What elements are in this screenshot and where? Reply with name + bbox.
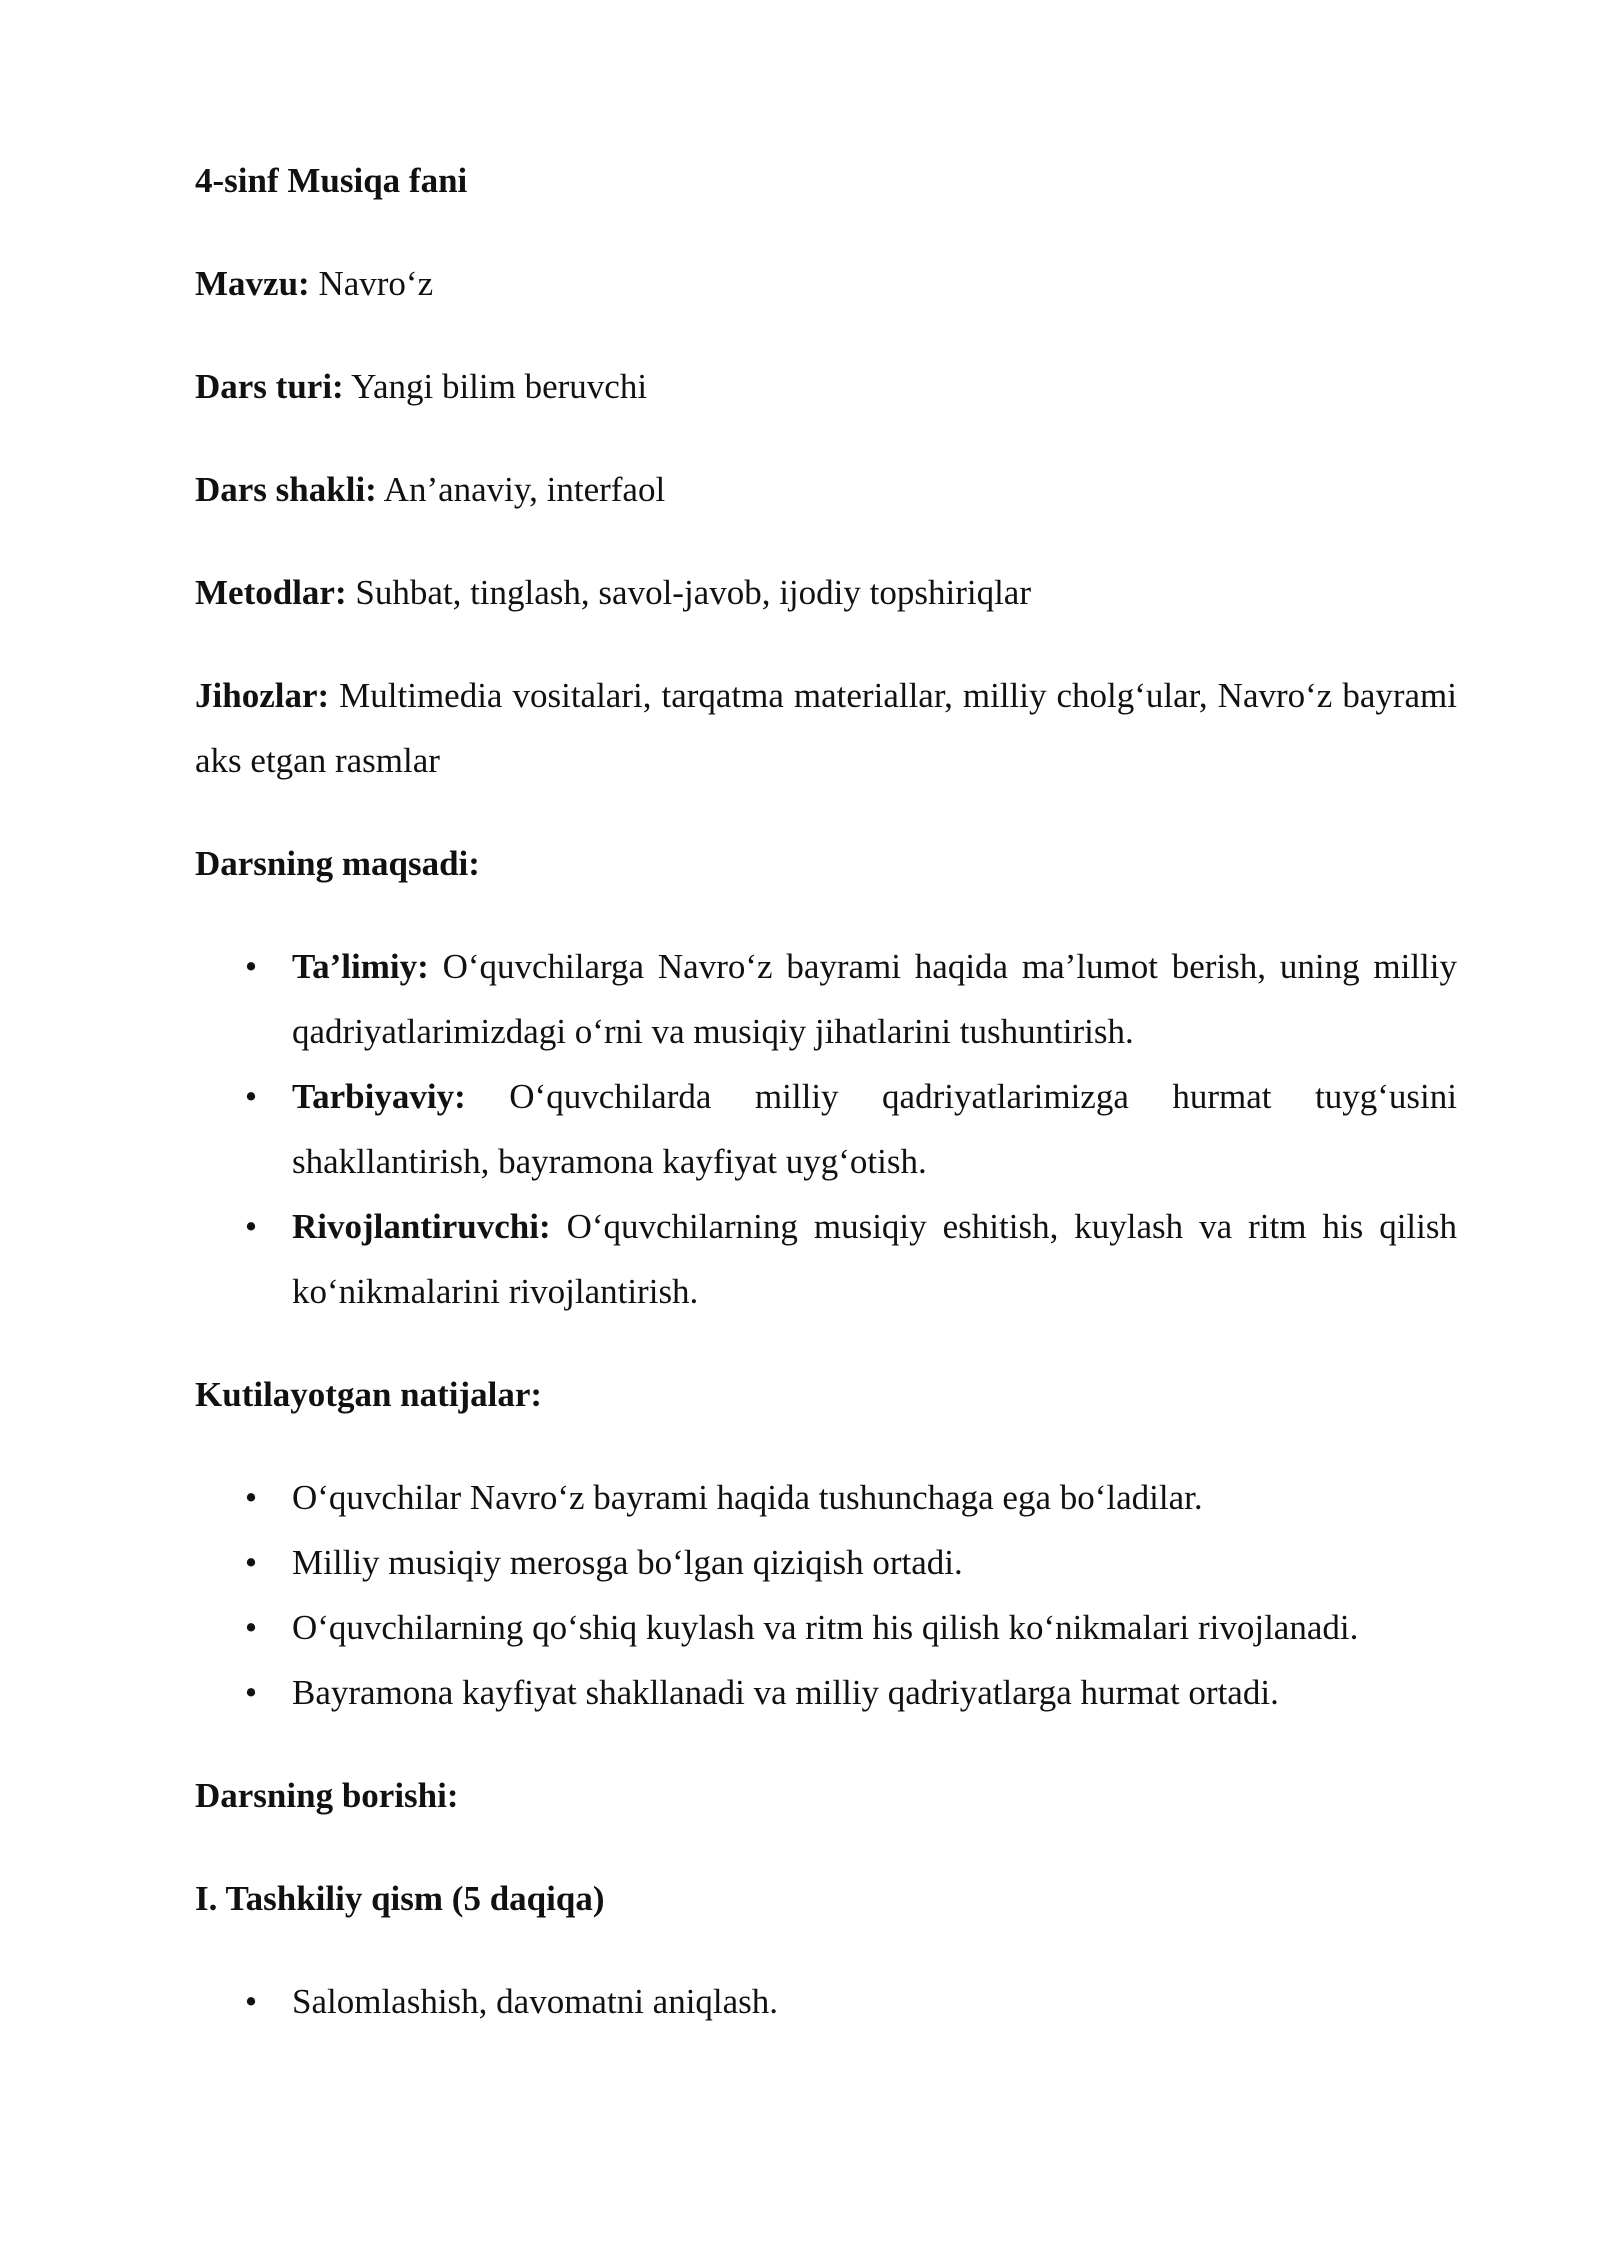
goal-text: O‘quvchilarning musiqiy eshitish, kuylash va ritm his qilish ko‘nikmalarini rivojlantirish. [292, 1207, 1458, 1311]
field-topic-label: Mavzu: [195, 264, 310, 303]
field-lesson-type-label: Dars turi: [195, 367, 344, 406]
goal-text: O‘quvchilarga Navro‘z bayrami haqida ma’lumot berish, uning milliy qadriyatlarimizdagi o‘rni va musiqiy jihatlarini tushuntirish. [292, 947, 1457, 1051]
section-item [195, 1969, 1457, 2034]
goal-label: Rivojlantiruvchi: [292, 1207, 551, 1246]
field-lesson-form-value: An’anaviy, interfaol [383, 470, 666, 509]
bullet-icon [241, 1595, 261, 1660]
goal-item-upbringing [195, 1064, 1457, 1194]
document-page [195, 148, 1457, 2072]
bullet-icon [241, 1530, 261, 1595]
bullet-icon [241, 934, 261, 999]
bullet-icon [241, 1064, 261, 1129]
goal-text: O‘quvchilarda milliy qadriyatlarimizga hurmat tuyg‘usini shakllantirish, bayramona kayfiyat uyg‘otish. [292, 1077, 1457, 1181]
field-lesson-form [195, 457, 1457, 522]
section-item-text: Salomlashish, davomatni aniqlash. [292, 1982, 779, 2021]
document-title: 4-sinf Musiqa fani [195, 161, 468, 200]
result-item [195, 1530, 1457, 1595]
result-item [195, 1465, 1457, 1530]
results-list [195, 1465, 1457, 1725]
result-text: O‘quvchilarning qo‘shiq kuylash va ritm his qilish ko‘nikmalari rivojlanadi. [292, 1608, 1359, 1647]
field-lesson-type [195, 354, 1457, 419]
goals-heading: Darsning maqsadi: [195, 844, 480, 883]
goal-item-educational [195, 934, 1457, 1064]
result-text: Bayramona kayfiyat shakllanadi va milliy qadriyatlarga hurmat ortadi. [292, 1673, 1279, 1712]
field-methods-label: Metodlar: [195, 573, 347, 612]
field-lesson-type-value: Yangi bilim beruvchi [351, 367, 648, 406]
result-text: Milliy musiqiy merosga bo‘lgan qiziqish ortadi. [292, 1543, 963, 1582]
process-heading: Darsning borishi: [195, 1776, 459, 1815]
result-item [195, 1595, 1457, 1660]
goal-label: Ta’limiy: [292, 947, 429, 986]
bullet-icon [241, 1969, 261, 2034]
field-equipment-value: Multimedia vositalari, tarqatma materiallar, milliy cholg‘ular, Navro‘z bayrami aks etgan rasmlar [195, 676, 1458, 780]
result-text: O‘quvchilar Navro‘z bayrami haqida tushunchaga ega bo‘ladilar. [292, 1478, 1203, 1517]
field-equipment-label: Jihozlar: [195, 676, 330, 715]
field-topic [195, 251, 1457, 316]
field-lesson-form-label: Dars shakli: [195, 470, 377, 509]
field-equipment [195, 663, 1457, 793]
goal-label: Tarbiyaviy: [292, 1077, 466, 1116]
bullet-icon [241, 1465, 261, 1530]
results-heading: Kutilayotgan natijalar: [195, 1375, 543, 1414]
bullet-icon [241, 1194, 261, 1259]
bullet-icon [241, 1660, 261, 1725]
field-methods [195, 560, 1457, 625]
section-organizational-heading: I. Tashkiliy qism (5 daqiqa) [195, 1879, 605, 1918]
field-methods-value: Suhbat, tinglash, savol-javob, ijodiy topshiriqlar [355, 573, 1031, 612]
section-organizational-list [195, 1969, 1457, 2034]
goals-list [195, 934, 1457, 1324]
field-topic-value: Navro‘z [318, 264, 434, 303]
result-item [195, 1660, 1457, 1725]
goal-item-developmental [195, 1194, 1457, 1324]
